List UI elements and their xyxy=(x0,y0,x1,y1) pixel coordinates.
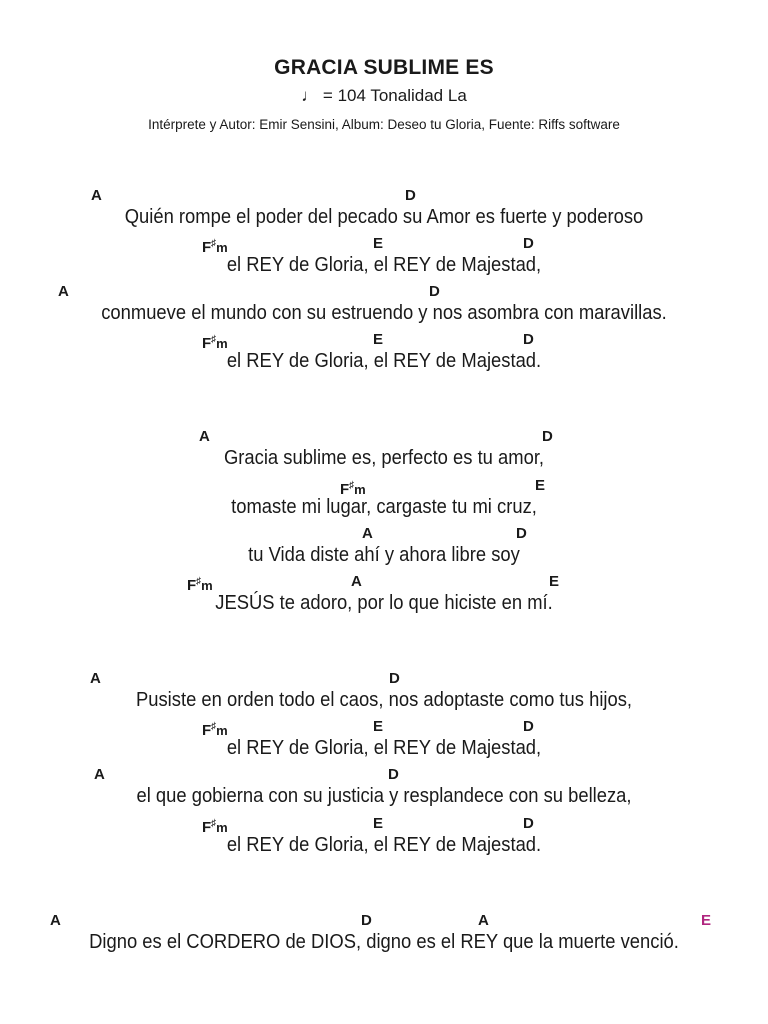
chord-d: D xyxy=(361,912,372,929)
chord-e: E xyxy=(373,331,384,348)
lyric-line: Pusiste en orden todo el caos, nos adoptaste como tus hijos, xyxy=(135,689,633,711)
chord-d: D xyxy=(523,331,534,348)
chord-root: F xyxy=(202,239,212,256)
chord-a: A xyxy=(91,187,102,204)
sharp-sign: ♯ xyxy=(211,818,217,829)
lyric-line: el REY de Gloria, el REY de Majestad. xyxy=(226,834,542,856)
lyric-line: el que gobierna con su justicia y resplandece con su belleza, xyxy=(136,785,632,807)
chord-root: F xyxy=(202,335,212,352)
chord-d: D xyxy=(542,428,553,445)
chord-e: E xyxy=(549,573,560,590)
chord-quality: m xyxy=(201,578,213,593)
chord-a: A xyxy=(50,912,61,929)
chord-d: D xyxy=(388,766,399,783)
sharp-sign: ♯ xyxy=(211,238,217,249)
sharp-sign: ♯ xyxy=(211,721,217,732)
lyric-line: Gracia sublime es, perfecto es tu amor, xyxy=(223,447,545,469)
chord-d: D xyxy=(523,815,534,832)
chord-root: F xyxy=(202,819,212,836)
chord-d: D xyxy=(429,283,440,300)
lyric-line: tu Vida diste ahí y ahora libre soy xyxy=(248,544,520,566)
lyric-line: tomaste mi lugar, cargaste tu mi cruz, xyxy=(231,496,537,518)
chord-e: E xyxy=(373,815,384,832)
lyric-line: conmueve el mundo con su estruendo y nos asombra con maravillas. xyxy=(101,302,667,324)
chord-quality: m xyxy=(354,482,366,497)
chord-d: D xyxy=(523,235,534,252)
chord-a: A xyxy=(94,766,105,783)
lyric-line: Quién rompe el poder del pecado su Amor es fuerte y poderoso xyxy=(124,206,644,228)
chord-d: D xyxy=(516,525,527,542)
chord-d: D xyxy=(389,670,400,687)
chord-root: F xyxy=(340,481,350,498)
lyric-line: el REY de Gloria, el REY de Majestad. xyxy=(226,350,542,372)
chord-e: E xyxy=(373,235,384,252)
chord-root: F xyxy=(202,722,212,739)
sharp-sign: ♯ xyxy=(196,576,202,587)
lyric-line: el REY de Gloria, el REY de Majestad, xyxy=(226,737,542,759)
chord-quality: m xyxy=(216,240,228,255)
sharp-sign: ♯ xyxy=(211,334,217,345)
chord-a: A xyxy=(58,283,69,300)
sharp-sign: ♯ xyxy=(349,480,355,491)
chord-e-highlighted: E xyxy=(701,912,712,929)
chord-a: A xyxy=(351,573,362,590)
lyric-line: el REY de Gloria, el REY de Majestad, xyxy=(226,254,542,276)
chord-a: A xyxy=(478,912,489,929)
chord-a: A xyxy=(90,670,101,687)
chord-quality: m xyxy=(216,820,228,835)
lyric-line: JESÚS te adoro, por lo que hiciste en mí. xyxy=(215,592,553,614)
chord-quality: m xyxy=(216,336,228,351)
chord-d: D xyxy=(523,718,534,735)
chord-d: D xyxy=(405,187,416,204)
chord-e: E xyxy=(373,718,384,735)
chord-a: A xyxy=(199,428,210,445)
chord-root: F xyxy=(187,577,197,594)
tempo-and-key: ♩ = 104 Tonalidad La xyxy=(301,86,467,105)
chord-quality: m xyxy=(216,723,228,738)
chord-a: A xyxy=(362,525,373,542)
lyric-line: Digno es el CORDERO de DIOS, digno es el REY que la muerte venció. xyxy=(89,931,679,953)
song-credits: Intérprete y Autor: Emir Sensini, Album: Deseo tu Gloria, Fuente: Riffs software xyxy=(148,117,620,132)
chord-e: E xyxy=(535,477,546,494)
song-title: GRACIA SUBLIME ES xyxy=(274,56,494,79)
